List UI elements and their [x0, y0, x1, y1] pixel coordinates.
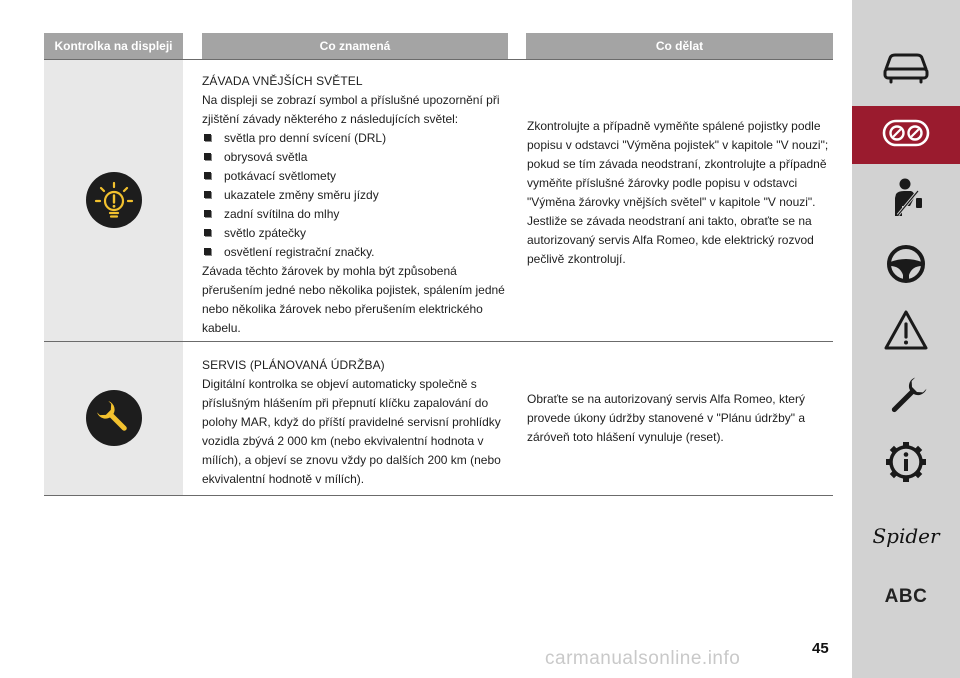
- row1-action-text: Zkontrolujte a případně vyměňte spálené pojistky podle popisu v odstavci "Výměna pojistek" v kapitole "V nouzi"; pokud se tím závada neodstraní, zkontrolujte a případně vyměňte příslušné žárovky podle popisu v odstavci "Výměna žárovky vnějších světel" v kapitole "V nouzi". Jestliže se závada neodstraní ani takto, obraťte se na autorizovaný servis Alfa Romeo, kde elektrický rozvod pečlivě zkontrolují.: [527, 119, 829, 266]
- list-item: osvětlení registrační značky.: [202, 243, 508, 262]
- row1-icon-cell: [44, 60, 183, 341]
- row2-action-text: Obraťte se na autorizovaný servis Alfa Romeo, který provede úkony údržby stanovené v "Plánu údržby" a záróveň toto hlášení vynuluje (reset).: [527, 392, 806, 444]
- service-wrench-icon: [86, 390, 142, 446]
- row1-bullet-list: [202, 129, 508, 262]
- sidebar-item-car[interactable]: [852, 40, 960, 96]
- list-item: ukazatele změny směru jízdy: [202, 186, 508, 205]
- row2-meaning: [202, 356, 502, 489]
- list-item: potkávací světlomety: [202, 167, 508, 186]
- list-item: světlo zpátečky: [202, 224, 508, 243]
- sidebar-item-brand[interactable]: [852, 518, 960, 554]
- header-action: Co dělat: [526, 33, 833, 59]
- car-icon: [881, 48, 931, 89]
- row1-action: [527, 117, 829, 269]
- warning-triangle-icon: [883, 308, 929, 357]
- list-item: obrysová světla: [202, 148, 508, 167]
- seat-belt-person-icon: [884, 176, 928, 225]
- row2-title: SERVIS (PLÁNOVANÁ ÚDRŽBA): [202, 358, 385, 372]
- instrument-cluster-icon: [882, 118, 930, 153]
- header-meaning: Co znamená: [202, 33, 508, 59]
- chapter-sidebar: [852, 0, 960, 678]
- list-item: zadní svítilna do mlhy: [202, 205, 508, 224]
- sidebar-item-emergency[interactable]: [852, 304, 960, 360]
- sidebar-item-technical-data[interactable]: [852, 436, 960, 492]
- steering-wheel-icon: [884, 242, 928, 291]
- index-label: ABC: [884, 586, 928, 607]
- sidebar-item-maintenance[interactable]: [852, 372, 960, 428]
- sidebar-item-driving[interactable]: [852, 238, 960, 294]
- row1-outro: Závada těchto žárovek by mohla být způsobená přerušením jedné nebo několika pojistek, spálením jedné nebo několika žárovek nebo přerušením elektrického kabelu.: [202, 264, 505, 335]
- table-bottom-rule: [44, 495, 833, 496]
- row2-action: [527, 390, 829, 447]
- list-item: světla pro denní svícení (DRL): [202, 129, 508, 148]
- row1-meaning: [202, 72, 508, 338]
- page-number: 45: [812, 640, 829, 657]
- row1-title: ZÁVADA VNĚJŠÍCH SVĚTEL: [202, 74, 363, 88]
- row2-icon-cell: [44, 342, 183, 495]
- watermark: carmanualsonline.info: [545, 648, 741, 669]
- info-gear-icon: [884, 440, 928, 489]
- row1-intro: Na displeji se zobrazí symbol a příslušné upozornění při zjištění závady některého z následujících světel:: [202, 93, 500, 126]
- exterior-light-fault-icon: [86, 172, 142, 228]
- sidebar-item-index[interactable]: [852, 580, 960, 614]
- header-indicator: Kontrolka na displeji: [44, 33, 183, 59]
- brand-wordmark: Spider: [872, 524, 940, 548]
- wrench-icon: [883, 375, 929, 426]
- sidebar-item-instruments[interactable]: [852, 106, 960, 164]
- row2-intro: Digitální kontrolka se objeví automaticky společně s příslušným hlášením při přepnutí klíčku zapalování do polohy MAR, když do příští pravidelné servisní prohlídky vozidla zbývá 2 000 km (nebo ekvivalentní hodnota v mílích), a objeví se znovu vždy po dalších 200 km (nebo ekvivalentní hodnotě v mílích).: [202, 377, 501, 486]
- sidebar-item-safety[interactable]: [852, 172, 960, 228]
